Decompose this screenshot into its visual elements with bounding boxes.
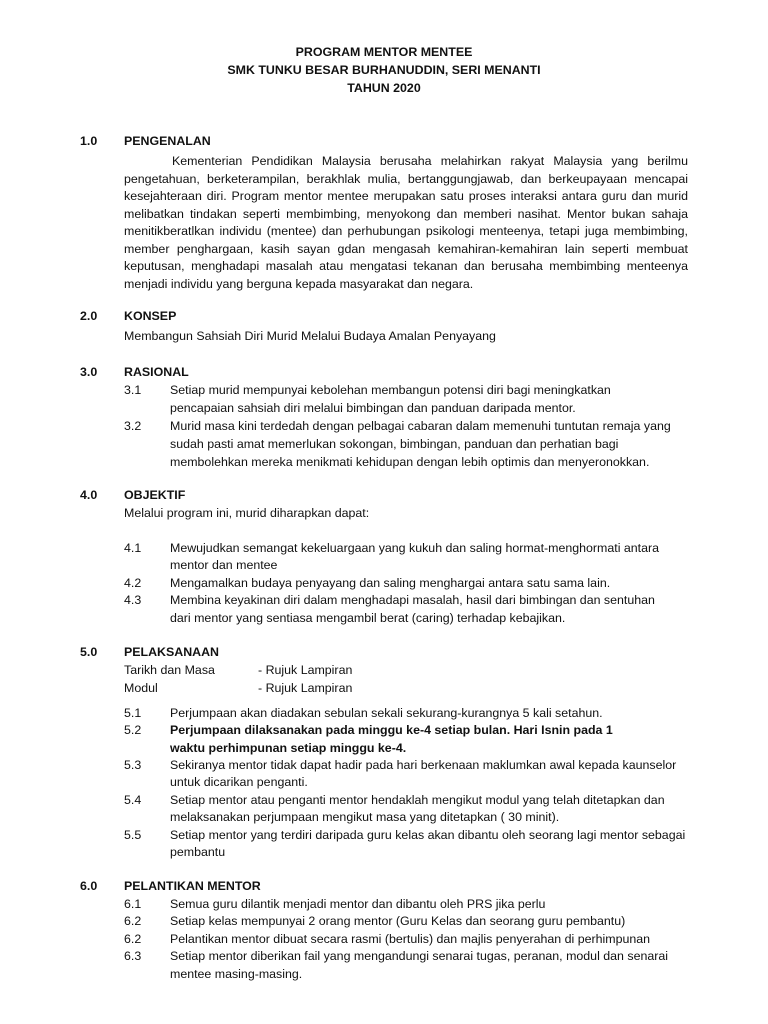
- item-number: 5.4: [124, 793, 142, 807]
- list-item-text: Setiap mentor atau penganti mentor hendaklah mengikut modul yang telah ditetapkan dan: [170, 793, 665, 807]
- list-item-text: Sekiranya mentor tidak dapat hadir pada hari berkenaan maklumkan awal kepada kaunselor: [170, 758, 677, 772]
- list-item-text: Mewujudkan semangat kekeluargaan yang kukuh dan saling hormat-menghormati antara: [170, 541, 660, 555]
- list-item-text: membolehkan mereka menikmati kehidupan dengan lebih optimis dan menyeronokkan.: [170, 455, 650, 469]
- item-number: 4.2: [124, 576, 142, 590]
- list-item-text: sudah pasti amat memerlukan sokongan, bimbingan, panduan dan perhatian bagi: [170, 437, 619, 451]
- module-value: - Rujuk Lampiran: [258, 681, 353, 695]
- intro-paragraph-text: Kementerian Pendidikan Malaysia berusaha melahirkan rakyat Malaysia yang berilmu pengetahuan, berketerampilan, berakhlak mulia, bertanggungjawab, dan berkeupayaan mencapai kesejahteraan diri. Program mentor mentee merupakan satu proses interaksi antara guru dan murid melibatkan tindakan seperti membimbing, menyokong dan memberi nasihat. Mentor bukan sahaja menitikberatlkan individu (mentee) dan perhubungan psikologi menteenya, tetapi juga membimbing, member penghargaan, kasih sayan gdan mengasah kemahiran-kemahiran lain seperti membuat keputusan, menghadapi masalah atau mengatasi tekanan dan berusaha membimbing menteenya menjadi individu yang berguna kepada masyarakat dan negara.: [124, 154, 688, 291]
- list-item-text: Perjumpaan dilaksanakan pada minggu ke-4 setiap bulan. Hari Isnin pada 1: [170, 723, 613, 737]
- schedule-label: Tarikh dan Masa: [124, 663, 215, 677]
- intro-paragraph: [124, 153, 688, 293]
- item-number: 4.3: [124, 593, 142, 607]
- section-number: 1.0: [80, 134, 98, 148]
- section-heading-rasional: RASIONAL: [124, 365, 189, 379]
- list-item-text: untuk dicarikan penganti.: [170, 775, 308, 789]
- objective-intro: Melalui program ini, murid diharapkan dapat:: [124, 506, 370, 520]
- list-item-text: dari mentor yang sentiasa mengambil berat (caring) terhadap kebajikan.: [170, 611, 566, 625]
- school-name: SMK TUNKU BESAR BURHANUDDIN, SERI MENANTI: [227, 63, 541, 77]
- section-number: 3.0: [80, 365, 98, 379]
- list-item-text: waktu perhimpunan setiap minggu ke-4.: [170, 741, 407, 755]
- section-heading-objektif: OBJEKTIF: [124, 488, 186, 502]
- list-item-text: melaksanakan perjumpaan mengikut masa yang ditetapkan ( 30 minit).: [170, 810, 560, 824]
- item-number: 6.3: [124, 949, 142, 963]
- list-item-text: pencapaian sahsiah diri melalui bimbingan dan panduan daripada mentor.: [170, 401, 576, 415]
- list-item-text: Murid masa kini terdedah dengan pelbagai cabaran dalam memenuhi tuntutan remaja yang: [170, 419, 671, 433]
- list-item-text: mentor dan mentee: [170, 558, 278, 572]
- item-number: 4.1: [124, 541, 142, 555]
- list-item-text: mentee masing-masing.: [170, 967, 303, 981]
- year-heading: TAHUN 2020: [347, 81, 421, 95]
- list-item-text: Setiap mentor yang terdiri daripada guru kelas akan dibantu oleh seorang lagi mentor sebagai: [170, 828, 686, 842]
- section-number: 6.0: [80, 879, 98, 893]
- item-number: 3.1: [124, 383, 142, 397]
- item-number: 5.1: [124, 706, 142, 720]
- schedule-value: - Rujuk Lampiran: [258, 663, 353, 677]
- list-item-text: Semua guru dilantik menjadi mentor dan dibantu oleh PRS jika perlu: [170, 897, 546, 911]
- list-item-text: Setiap mentor diberikan fail yang mengandungi senarai tugas, peranan, modul dan senarai: [170, 949, 669, 963]
- item-number: 3.2: [124, 419, 142, 433]
- list-item-text: Mengamalkan budaya penyayang dan saling menghargai antara satu sama lain.: [170, 576, 611, 590]
- item-number: 6.2: [124, 914, 142, 928]
- item-number: 6.2: [124, 932, 142, 946]
- module-label: Modul: [124, 681, 158, 695]
- section-heading-pengenalan: PENGENALAN: [124, 134, 211, 148]
- section-heading-pelaksanaan: PELAKSANAAN: [124, 645, 219, 659]
- section-heading-pelantikan-mentor: PELANTIKAN MENTOR: [124, 879, 261, 893]
- concept-text: Membangun Sahsiah Diri Murid Melalui Budaya Amalan Penyayang: [124, 329, 496, 343]
- list-item-text: pembantu: [170, 845, 226, 859]
- list-item-text: Membina keyakinan diri dalam menghadapi masalah, hasil dari bimbingan dan sentuhan: [170, 593, 655, 607]
- list-item-text: Setiap murid mempunyai kebolehan membangun potensi diri bagi meningkatkan: [170, 383, 611, 397]
- section-number: 4.0: [80, 488, 98, 502]
- section-number: 5.0: [80, 645, 98, 659]
- list-item-text: Pelantikan mentor dibuat secara rasmi (bertulis) dan majlis penyerahan di perhimpunan: [170, 932, 651, 946]
- list-item-text: Setiap kelas mempunyai 2 orang mentor (Guru Kelas dan seorang guru pembantu): [170, 914, 626, 928]
- item-number: 5.5: [124, 828, 142, 842]
- list-item-text: Perjumpaan akan diadakan sebulan sekali sekurang-kurangnya 5 kali setahun.: [170, 706, 603, 720]
- section-number: 2.0: [80, 309, 98, 323]
- item-number: 5.3: [124, 758, 142, 772]
- item-number: 5.2: [124, 723, 142, 737]
- section-heading-konsep: KONSEP: [124, 309, 177, 323]
- document-title: PROGRAM MENTOR MENTEE: [295, 45, 473, 59]
- item-number: 6.1: [124, 897, 142, 911]
